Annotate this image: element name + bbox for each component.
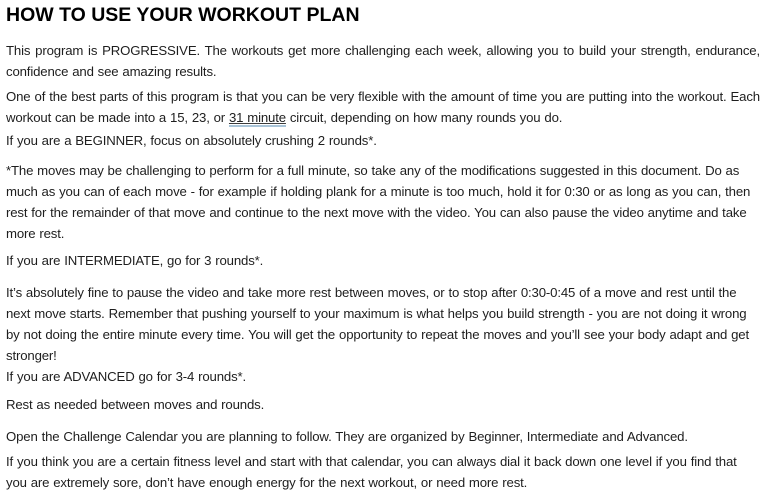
underlined-duration-text: 31 minute [228,110,286,125]
paragraph-modifications-note: *The moves may be challenging to perform for a full minute, so take any of the modifications suggested in this document. Do as much as you can of each move - for example if holding plank for a minute is too much, hold it for 0:30 or as long as you can, then rest for the remainder of that move and continue to the next move with the video. You can also pause the video anytime and take more rest. [6,163,751,241]
paragraph-beginner: If you are a BEGINNER, focus on absolutely crushing 2 rounds*. [6,133,377,148]
paragraph-flexible-time [6,86,760,128]
paragraph-flexible-time-after: circuit, depending on how many rounds you do. [285,110,563,125]
page-title: HOW TO USE YOUR WORKOUT PLAN [6,4,360,26]
paragraph-advanced: If you are ADVANCED go for 3-4 rounds*. [6,369,247,384]
paragraph-pause-advice: It’s absolutely fine to pause the video and take more rest between moves, or to stop after 0:30-0:45 of a move and rest until the next move starts. Remember that pushing yourself to your maximum is what helps you build strength - you are not doing it wrong by not doing the entire minute every time. You will get the opportunity to repeat the moves and you’ll see your body adapt and get stronger! [6,285,749,363]
paragraph-rest: Rest as needed between moves and rounds. [6,397,265,412]
paragraph-flexible-time-before: One of the best parts of this program is that you can be very flexible with the amount of time you are putting into the workout. Each workout can be made into a 15, 23, or [6,89,760,125]
paragraph-progressive: This program is PROGRESSIVE. The workouts get more challenging each week, allowing you to build your strength, endurance, confidence and see amazing results. [6,43,760,79]
paragraph-fitness-level: If you think you are a certain fitness level and start with that calendar, you can always dial it back down one level if you find that you are extremely sore, don’t have enough energy for the next workout, or need more rest. [6,454,737,490]
paragraph-calendar: Open the Challenge Calendar you are planning to follow. They are organized by Beginner, Intermediate and Advanced. [6,429,688,444]
paragraph-intermediate: If you are INTERMEDIATE, go for 3 rounds*. [6,253,264,268]
